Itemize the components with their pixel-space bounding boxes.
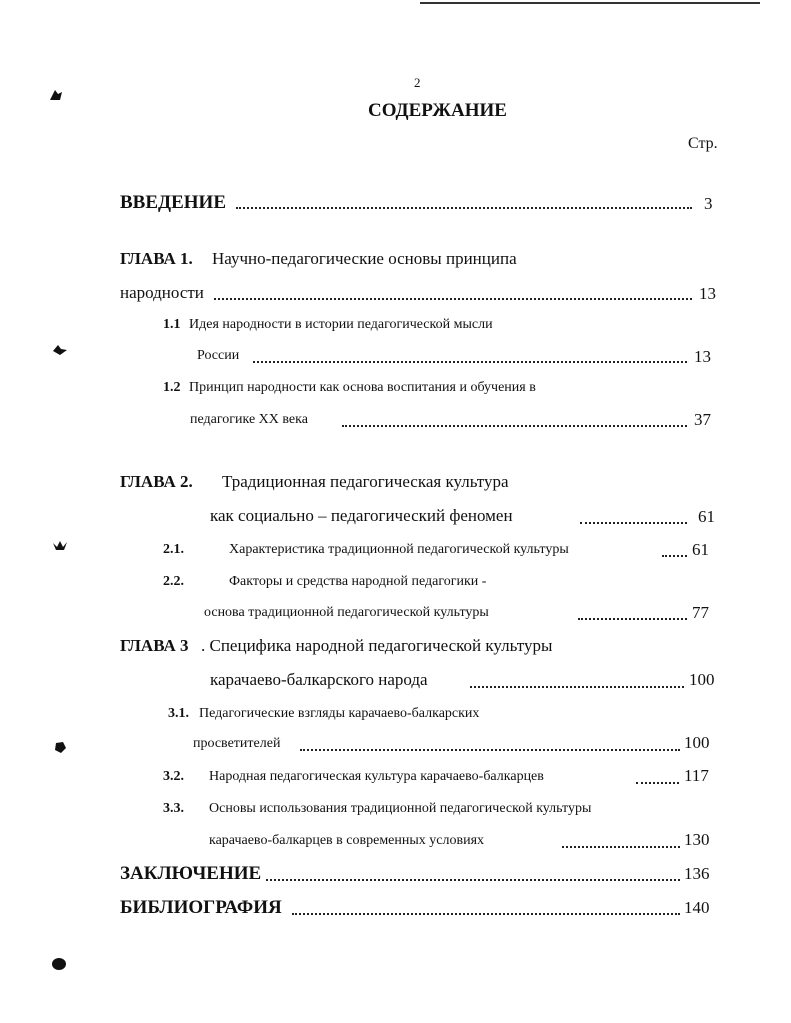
scan-mark-icon bbox=[52, 537, 68, 551]
section-3-3-page: 130 bbox=[684, 830, 710, 849]
scan-mark-icon bbox=[52, 343, 68, 357]
chapter-1-title-cont: народности bbox=[120, 283, 204, 302]
toc-page-conclusion: 136 bbox=[684, 864, 710, 883]
section-3-1-title: Педагогические взгляды карачаево-балкарских bbox=[199, 706, 480, 721]
dot-leader bbox=[342, 425, 687, 427]
section-3-2-number: 3.2. bbox=[163, 769, 184, 784]
toc-entry-conclusion: ЗАКЛЮЧЕНИЕ bbox=[120, 863, 262, 884]
chapter-3-title-cont: карачаево-балкарского народа bbox=[210, 670, 428, 689]
scan-mark-icon bbox=[51, 957, 67, 971]
page-number: 2 bbox=[414, 75, 421, 90]
toc-entry-bibliography: БИБЛИОГРАФИЯ bbox=[120, 897, 282, 918]
dot-leader bbox=[292, 913, 680, 915]
section-1-2-title-cont: педагогике XX века bbox=[190, 412, 308, 427]
toc-page-intro: 3 bbox=[704, 194, 713, 213]
dot-leader bbox=[253, 361, 687, 363]
toc-entry-intro: ВВЕДЕНИЕ bbox=[120, 192, 226, 213]
chapter-2-title: Традиционная педагогическая культура bbox=[222, 472, 509, 491]
chapter-1-page: 13 bbox=[699, 284, 716, 303]
section-2-1-number: 2.1. bbox=[163, 542, 184, 557]
dot-leader bbox=[562, 846, 680, 848]
chapter-2-page: 61 bbox=[698, 507, 715, 526]
section-1-1-number: 1.1 bbox=[163, 317, 181, 332]
scan-mark-icon bbox=[48, 88, 64, 102]
dot-leader bbox=[470, 686, 684, 688]
section-3-3-title: Основы использования традиционной педагогической культуры bbox=[209, 801, 592, 816]
chapter-2-title-cont: как социально – педагогический феномен bbox=[210, 506, 513, 525]
section-2-1-title: Характеристика традиционной педагогической культуры bbox=[229, 542, 569, 557]
section-3-2-title: Народная педагогическая культура карачаево-балкарцев bbox=[209, 769, 544, 784]
section-2-1-page: 61 bbox=[692, 540, 709, 559]
section-1-1-title-cont: России bbox=[197, 348, 240, 363]
section-3-1-title-cont: просветителей bbox=[193, 736, 281, 751]
section-2-2-number: 2.2. bbox=[163, 574, 184, 589]
section-1-2-number: 1.2 bbox=[163, 380, 181, 395]
dot-leader bbox=[662, 555, 687, 557]
chapter-1-label: ГЛАВА 1. bbox=[120, 249, 193, 268]
page-title: СОДЕРЖАНИЕ bbox=[368, 100, 507, 121]
chapter-3-page: 100 bbox=[689, 670, 715, 689]
section-3-1-page: 100 bbox=[684, 733, 710, 752]
toc-page-bibliography: 140 bbox=[684, 898, 710, 917]
chapter-1-title: Научно-педагогические основы принципа bbox=[212, 249, 517, 268]
dot-leader bbox=[214, 298, 692, 300]
section-2-2-title: Факторы и средства народной педагогики - bbox=[229, 574, 487, 589]
chapter-3-title: . Специфика народной педагогической культуры bbox=[201, 636, 553, 655]
chapter-3-label: ГЛАВА 3 bbox=[120, 636, 189, 655]
section-2-2-page: 77 bbox=[692, 603, 709, 622]
dot-leader bbox=[236, 207, 692, 209]
dot-leader bbox=[580, 522, 687, 524]
section-1-1-title: Идея народности в истории педагогической мысли bbox=[189, 317, 493, 332]
dot-leader bbox=[266, 879, 680, 881]
section-3-2-page: 117 bbox=[684, 766, 709, 785]
section-1-1-page: 13 bbox=[694, 347, 711, 366]
section-3-1-number: 3.1. bbox=[168, 706, 189, 721]
section-3-3-title-cont: карачаево-балкарцев в современных условиях bbox=[209, 833, 485, 848]
section-2-2-title-cont: основа традиционной педагогической культуры bbox=[204, 605, 489, 620]
section-1-2-title: Принцип народности как основа воспитания и обучения в bbox=[189, 380, 536, 395]
page-column-label: Стр. bbox=[688, 135, 718, 152]
scan-mark-icon bbox=[53, 740, 69, 754]
scan-top-border bbox=[420, 2, 760, 4]
dot-leader bbox=[578, 618, 687, 620]
section-1-2-page: 37 bbox=[694, 410, 711, 429]
dot-leader bbox=[300, 749, 680, 751]
chapter-2-label: ГЛАВА 2. bbox=[120, 472, 193, 491]
dot-leader bbox=[636, 782, 679, 784]
section-3-3-number: 3.3. bbox=[163, 801, 184, 816]
